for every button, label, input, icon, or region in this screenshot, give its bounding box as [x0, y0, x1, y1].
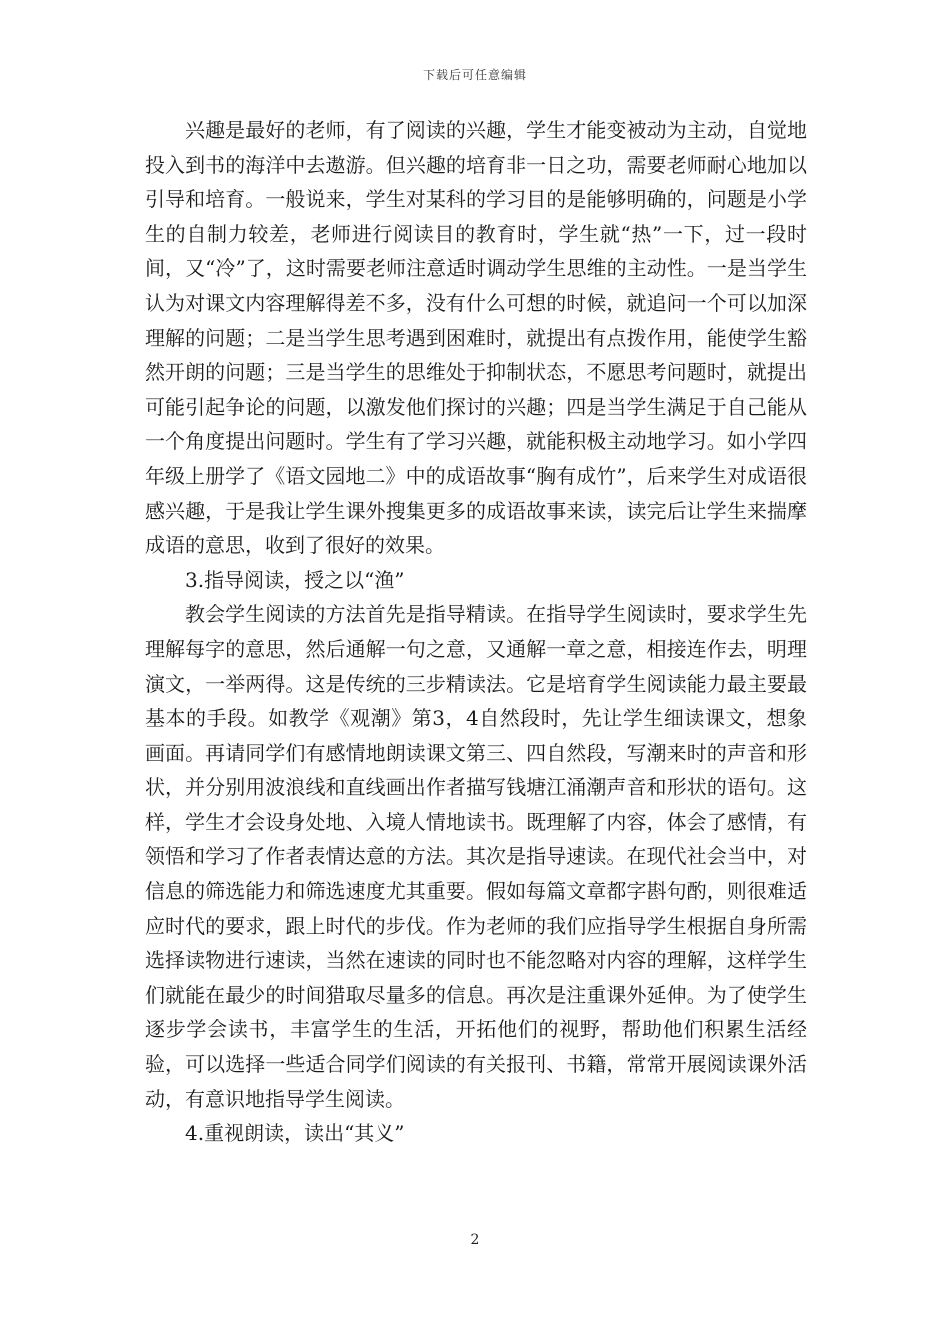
document-body [145, 113, 807, 1151]
paragraph-interest: 兴趣是最好的老师，有了阅读的兴趣，学生才能变被动为主动，自觉地投入到书的海洋中去遨游。但兴趣的培育非一日之功，需要老师耐心地加以引导和培育。一般说来，学生对某科的学习目的是能够明确的，问题是小学生的自制力较差，老师进行阅读目的教育时，学生就“热”一下，过一段时间，又“冷”了，这时需要老师注意适时调动学生思维的主动性。一是当学生认为对课文内容理解得差不多，没有什么可想的时候，就追问一个可以加深理解的问题；二是当学生思考遇到困难时，就提出有点拨作用，能使学生豁然开朗的问题；三是当学生的思维处于抑制状态，不愿思考问题时，就提出可能引起争论的问题，以激发他们探讨的兴趣；四是当学生满足于自己能从一个角度提出问题时。学生有了学习兴趣，就能积极主动地学习。如小学四年级上册学了《语文园地二》中的成语故事“胸有成竹”，后来学生对成语很感兴趣，于是我让学生课外搜集更多的成语故事来读，读完后让学生来揣摩成语的意思，收到了很好的效果。 [145, 118, 807, 558]
section-heading-guided-reading: 3.指导阅读，授之以“渔” [185, 567, 405, 592]
page-header: 下载后可任意编辑 [422, 68, 527, 82]
paragraph-reading-methods: 教会学生阅读的方法首先是指导精读。在指导学生阅读时，要求学生先理解每字的意思，然后通解一句之意，又通解一章之意，相接连作去，明理演文，一举两得。这是传统的三步精读法。它是培育学生阅读能力最主要最基本的手段。如教学《观潮》第3，4自然段时，先让学生细读课文，想象画面。再请同学们有感情地朗读课文第三、四自然段，写潮来时的声音和形状，并分别用波浪线和直线画出作者描写钱塘江涌潮声音和形状的语句。这样，学生才会设身处地、入境人情地读书。既理解了内容，体会了感情，有领悟和学习了作者表情达意的方法。其次是指导速读。在现代社会当中，对信息的筛选能力和筛选速度尤其重要。假如每篇文章都字斟句酌，则很难适应时代的要求，跟上时代的步伐。作为老师的我们应指导学生根据自身所需选择读物进行速读，当然在速读的同时也不能忽略对内容的理解，这样学生们就能在最少的时间猎取尽量多的信息。再次是注重课外延伸。为了使学生逐步学会读书，丰富学生的生活，开拓他们的视野，帮助他们积累生活经验，可以选择一些适合同学们阅读的有关报刊、书籍，常常开展阅读课外活动，有意识地指导学生阅读。 [145, 602, 807, 1111]
section-heading-reading-aloud: 4.重视朗读，读出“其义” [185, 1121, 405, 1146]
page-number: 2 [470, 1232, 480, 1248]
